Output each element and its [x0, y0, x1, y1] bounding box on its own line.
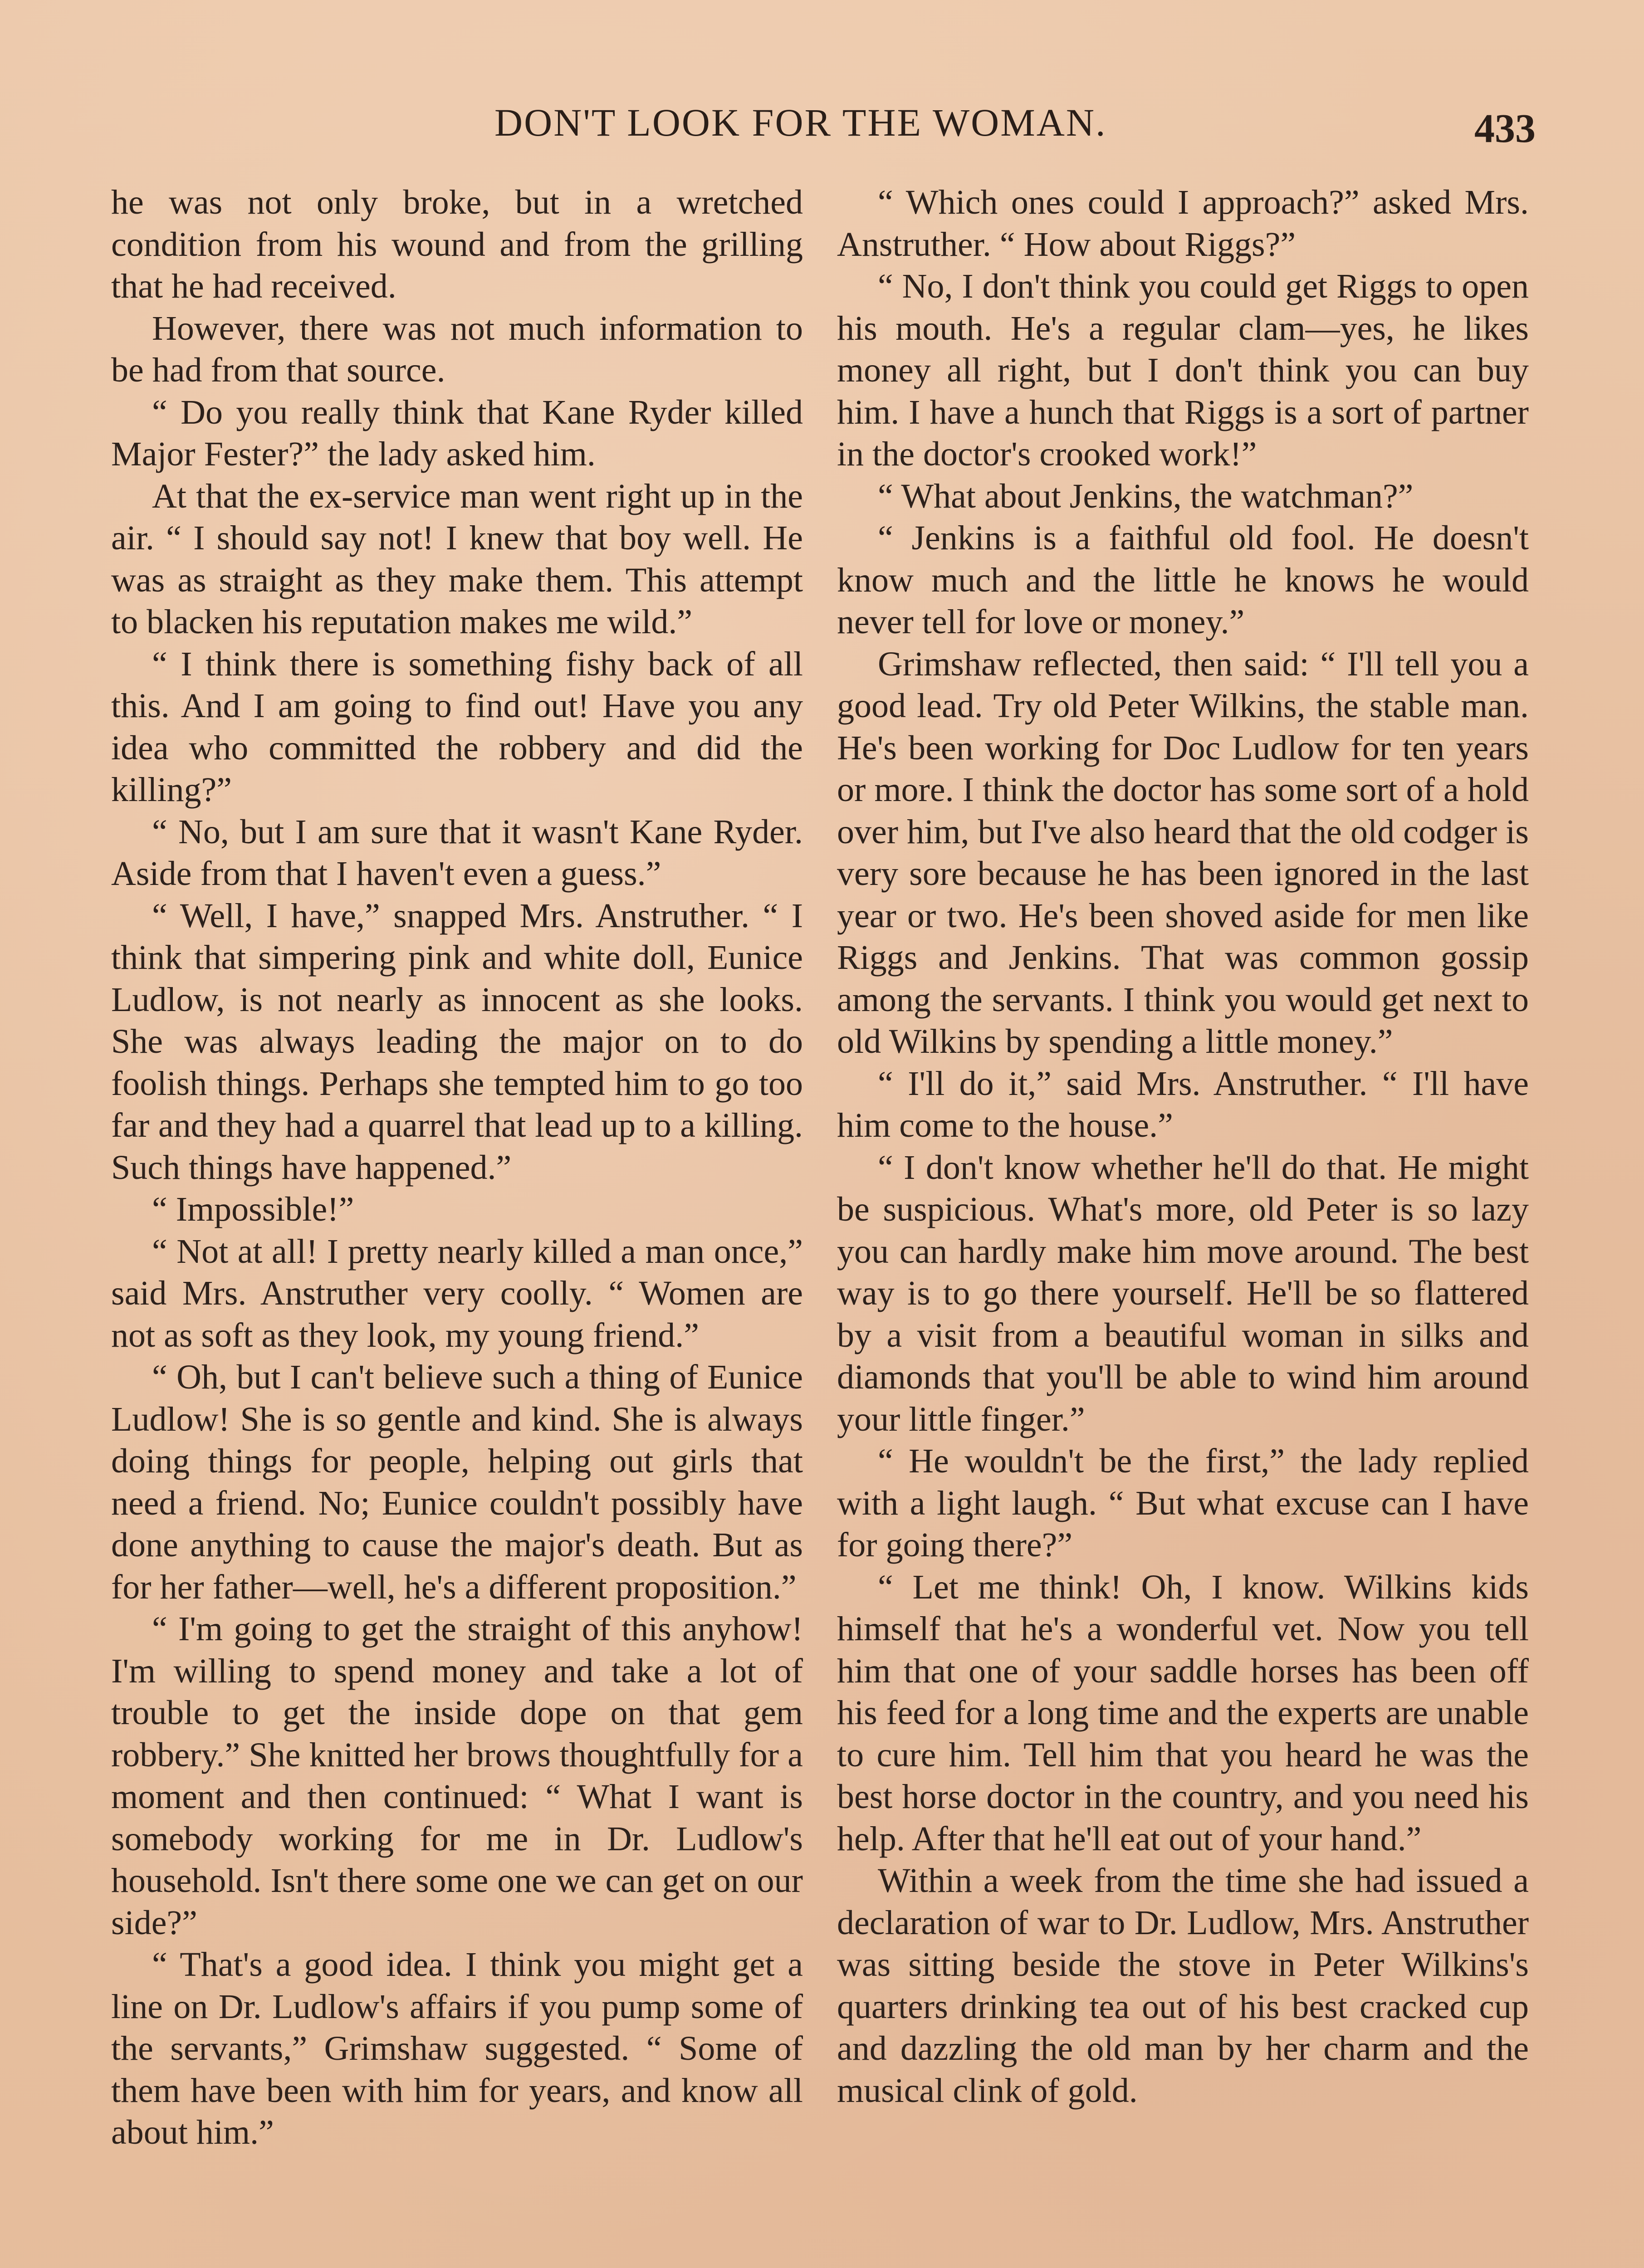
paragraph: he was not only broke, but in a wretched condition from his wound and from the grilling that he had received. — [111, 183, 803, 305]
paragraph: “ Well, I have,” snapped Mrs. Anstruther. “ I think that simpering pink and white doll, Eunice Ludlow, is not nearly as innocent as she looks. She was always leading the major on to do foolish things. Perhaps she tempted him to go too far and they had a quarrel that lead up to a killing. Such things have happened.” — [111, 896, 803, 1187]
paragraph: “ He wouldn't be the first,” the lady replied with a light laugh. “ But what excuse can I have for going there?” — [837, 1442, 1529, 1564]
paragraph: “ I think there is something fishy back of all this. And I am going to find out! Have you any idea who committed the robbery and did the killing?” — [111, 645, 803, 809]
paragraph: “ No, I don't think you could get Riggs to open his mouth. He's a regular clam—yes, he likes money all right, but I don't think you can buy him. I have a hunch that Riggs is a sort of partner in the doctor's crooked work!” — [837, 267, 1529, 473]
right-column — [837, 181, 1529, 2112]
paragraph: “ Impossible!” — [152, 1190, 354, 1228]
paragraph: “ No, but I am sure that it wasn't Kane Ryder. Aside from that I haven't even a guess.” — [111, 812, 803, 893]
paragraph: “ Oh, but I can't believe such a thing of Eunice Ludlow! She is so gentle and kind. She is always doing things for people, helping out girls that need a friend. No; Eunice couldn't possibly have done anything to cause the major's death. But as for her father—well, he's a different proposition.” — [111, 1358, 803, 1606]
paragraph: “ Jenkins is a faithful old fool. He doesn't know much and the little he knows he would never tell for love or money.” — [837, 519, 1529, 641]
paragraph: “ That's a good idea. I think you might get a line on Dr. Ludlow's affairs if you pump some of the servants,” Grimshaw suggested. “ Some of them have been with him for years, and know all about him.” — [111, 1945, 803, 2151]
paragraph: “ Do you really think that Kane Ryder killed Major Fester?” the lady asked him. — [111, 393, 803, 473]
paragraph: “ Not at all! I pretty nearly killed a man once,” said Mrs. Anstruther very coolly. “ Women are not as soft as they look, my young friend.” — [111, 1232, 803, 1354]
paragraph: “ What about Jenkins, the watchman?” — [878, 477, 1414, 515]
paragraph: “ Which ones could I approach?” asked Mrs. Anstruther. “ How about Riggs?” — [837, 183, 1529, 264]
running-head: DON'T LOOK FOR THE WOMAN. — [494, 101, 1107, 144]
paragraph: “ I don't know whether he'll do that. He might be suspicious. What's more, old Peter is so lazy you can hardly make him move around. The best way is to go there yourself. He'll be so flattered by a visit from a beautiful woman in silks and diamonds that you'll be able to wind him around your little finger.” — [837, 1148, 1529, 1438]
paragraph: Within a week from the time she had issued a declaration of war to Dr. Ludlow, Mrs. Anstruther was sitting beside the stove in Peter Wilkins's quarters drinking tea out of his best cracked cup and dazzling the old man by her charm and the musical clink of gold. — [837, 1862, 1529, 2110]
paragraph: However, there was not much information to be had from that source. — [111, 309, 803, 389]
paragraph: “ I'll do it,” said Mrs. Anstruther. “ I'll have him come to the house.” — [837, 1064, 1529, 1144]
paragraph: “ Let me think! Oh, I know. Wilkins kids himself that he's a wonderful vet. Now you tell him that one of your saddle horses has been off his feed for a long time and the experts are unable to cure him. Tell him that you heard he was the best horse doctor in the country, and you need his help. After that he'll eat out of your hand.” — [837, 1568, 1529, 1858]
paragraph: Grimshaw reflected, then said: “ I'll tell you a good lead. Try old Peter Wilkins, the stable man. He's been working for Doc Ludlow for ten years or more. I think the doctor has some sort of a hold over him, but I've also heard that the old codger is very sore because he has been ignored in the last year or two. He's been shoved aside for men like Riggs and Jenkins. That was common gossip among the servants. I think you would get next to old Wilkins by spending a little money.” — [837, 645, 1529, 1061]
paragraph: “ I'm going to get the straight of this anyhow! I'm willing to spend money and take a lot of trouble to get the inside dope on that gem robbery.” She knitted her brows thoughtfully for a moment and then continued: “ What I want is somebody working for me in Dr. Ludlow's household. Isn't there some one we can get on our side?” — [111, 1610, 803, 1942]
left-column — [111, 181, 803, 2154]
paragraph: At that the ex-service man went right up in the air. “ I should say not! I knew that boy well. He was as straight as they make them. This attempt to blacken his reputation makes me wild.” — [111, 477, 803, 641]
page-number: 433 — [1474, 106, 1536, 151]
